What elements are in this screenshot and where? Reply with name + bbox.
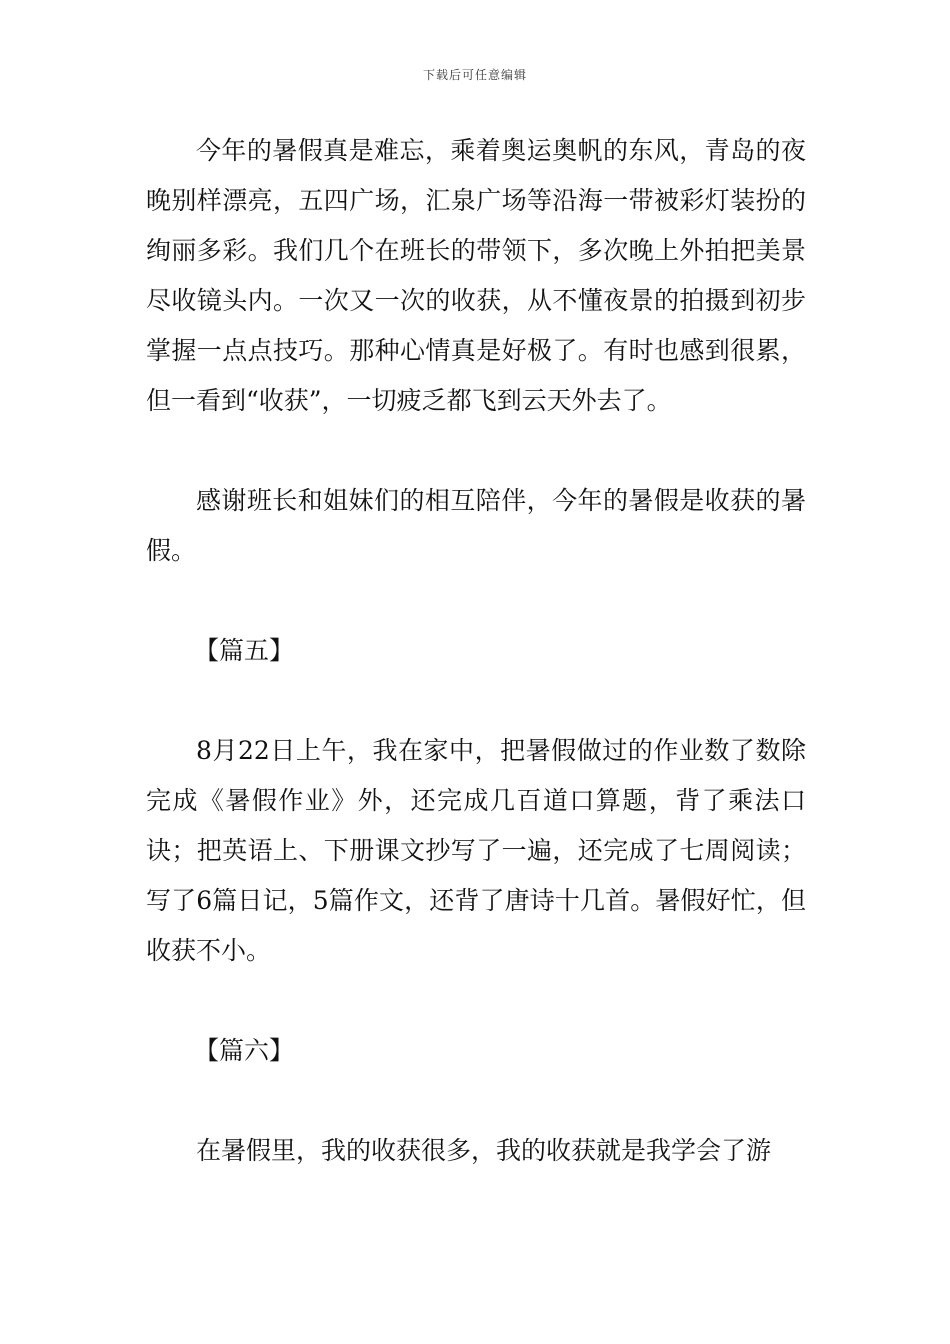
paragraph-summer-photography: 今年的暑假真是难忘，乘着奥运奥帆的东风，青岛的夜晚别样漂亮，五四广场，汇泉广场等沿海一带被彩灯装扮的绚丽多彩。我们几个在班长的带领下，多次晚上外拍把美景尽收镜头内。一次又一次的收获，从不懂夜景的拍摄到初步掌握一点点技巧。那种心情真是好极了。有时也感到很累，但一看到“收获”，一切疲乏都飞到云天外去了。: [146, 136, 806, 415]
paragraph-gap: [146, 1076, 806, 1126]
paragraph-gap: [146, 576, 806, 626]
paragraph-gap: [146, 676, 806, 726]
section-heading-six: 【篇六】: [194, 1036, 295, 1065]
paragraph-gap: [146, 976, 806, 1026]
paragraph-swimming: 在暑假里，我的收获很多，我的收获就是我学会了游: [196, 1136, 772, 1165]
section-heading-five: 【篇五】: [194, 636, 295, 665]
document-body: [146, 126, 806, 1176]
page-header-note: 下载后可任意编辑: [422, 68, 527, 82]
paragraph-thanks: 感谢班长和姐妹们的相互陪伴，今年的暑假是收获的暑假。: [146, 486, 806, 565]
paragraph-homework: 8月22日上午，我在家中，把暑假做过的作业数了数除完成《暑假作业》外，还完成几百道口算题，背了乘法口诀；把英语上、下册课文抄写了一遍，还完成了七周阅读；写了6篇日记，5篇作文，还背了唐诗十几首。暑假好忙，但收获不小。: [146, 736, 806, 965]
paragraph-gap: [146, 426, 806, 476]
